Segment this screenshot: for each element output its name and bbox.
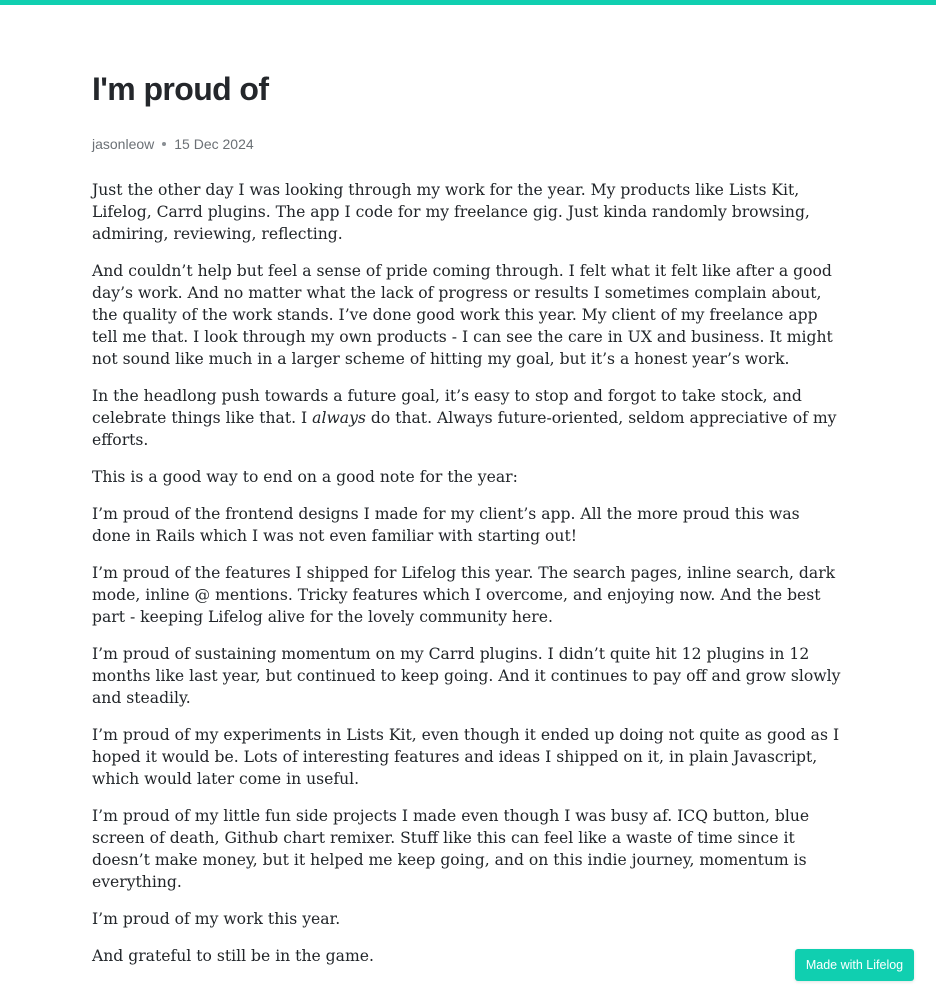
paragraph: I’m proud of my little fun side projects I made even though I was busy af. ICQ button, blue screen of death, Github chart remixer. Stuff like this can feel like a waste of time since it doesn’t make money, but it helped me keep going, and on this indie journey, momentum is everything. bbox=[92, 807, 810, 891]
meta-separator-dot bbox=[162, 142, 166, 146]
paragraph: And couldn’t help but feel a sense of pride coming through. I felt what it felt like after a good day’s work. And no matter what the lack of progress or results I sometimes complain about, the quality of the work stands. I’ve done good work this year. My client of my freelance app tell me that. I look through my own products - I can see the care in UX and business. It might not sound like much in a larger scheme of hitting my goal, but it’s a honest year’s work. bbox=[92, 262, 833, 368]
post-body bbox=[92, 179, 842, 967]
paragraph: I’m proud of sustaining momentum on my Carrd plugins. I didn’t quite hit 12 plugins in 12 months like last year, but continued to keep going. And it continues to pay off and grow slowly and steadily. bbox=[92, 645, 841, 707]
paragraph: I’m proud of the features I shipped for Lifelog this year. The search pages, inline search, dark mode, inline @ mentions. Tricky features which I overcome, and enjoying now. And the best part - keeping Lifelog alive for the lovely community here. bbox=[92, 564, 836, 626]
top-accent-bar bbox=[0, 0, 936, 5]
post-article bbox=[92, 68, 842, 982]
paragraph-text: In the headlong push towards a future goal, it’s easy to stop and forgot to take stock, and celebrate things like that. I bbox=[92, 387, 802, 427]
emphasis-text: always bbox=[312, 409, 366, 427]
post-date: 15 Dec 2024 bbox=[174, 136, 254, 152]
paragraph: I’m proud of my work this year. bbox=[92, 910, 341, 928]
paragraph: And grateful to still be in the game. bbox=[92, 947, 374, 965]
made-with-lifelog-button[interactable]: Made with Lifelog bbox=[795, 949, 914, 981]
paragraph: I’m proud of the frontend designs I made for my client’s app. All the more proud this was done in Rails which I was not even familiar with starting out! bbox=[92, 505, 800, 545]
post-meta bbox=[92, 134, 842, 154]
paragraph: Just the other day I was looking through my work for the year. My products like Lists Kit, Lifelog, Carrd plugins. The app I code for my freelance gig. Just kinda randomly browsing, admiring, reviewing, reflecting. bbox=[92, 181, 810, 243]
paragraph: This is a good way to end on a good note for the year: bbox=[92, 468, 518, 486]
paragraph bbox=[92, 385, 842, 451]
post-author[interactable]: jasonleow bbox=[92, 136, 155, 152]
post-title: I'm proud of bbox=[92, 71, 269, 107]
paragraph-text: do that. Always future-oriented, seldom appreciative of my efforts. bbox=[92, 409, 837, 449]
paragraph: I’m proud of my experiments in Lists Kit, even though it ended up doing not quite as good as I hoped it would be. Lots of interesting features and ideas I shipped on it, in plain Javascript, which would later come in useful. bbox=[92, 726, 840, 788]
